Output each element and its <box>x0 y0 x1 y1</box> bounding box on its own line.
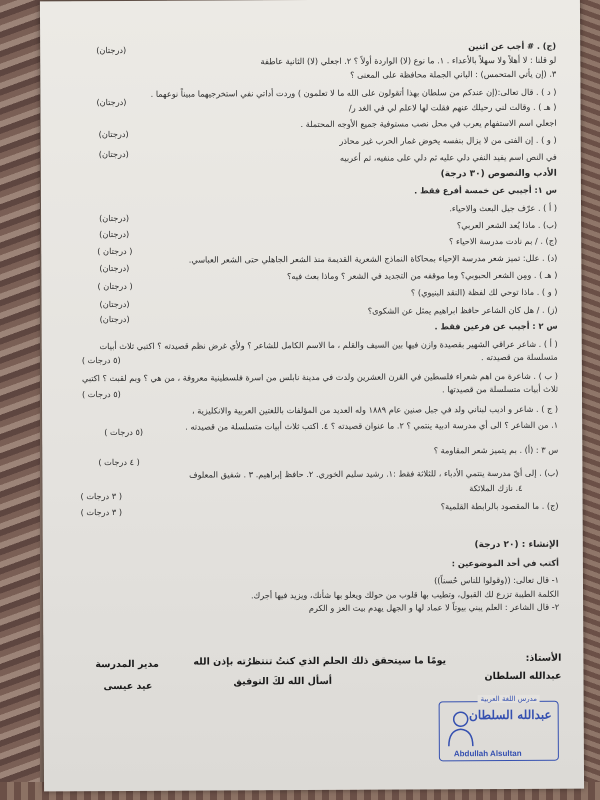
question-line: ( و ) . إن الفتى من لا يزال بنفسه يخوض غمار الحرب غير محاذر <box>339 134 557 146</box>
grade-mark: (درجتان) <box>98 148 129 160</box>
grade-mark: (٥ درجات ) <box>81 389 121 400</box>
question-line: (د) . علل: تميز شعر مدرسة الإحياء بمحاكاة النماذج الشعرية القديمة منذ الشعر الجاهلي حتى الشعر العباسي. <box>188 252 558 265</box>
question-line: (ز) . / هل كان الشاعر حافظ ابراهيم يمثل عن الشكوى؟ <box>367 304 558 316</box>
closing-wish: أسأل الله لكَ التوفيق <box>233 675 333 688</box>
question-line: ( هـ ) . وقالت لني رحيلك عنهم فقلت لها لاعلم لي في الغد ر/ <box>348 101 557 113</box>
question-heading-q2: س ٢ : أجيب عن فرعين فقط . <box>434 320 558 332</box>
question-line: ٣. (إن يأتي المتحمس) : الباني الجملة محافظة على المعنى ؟ <box>350 68 557 80</box>
exam-paper <box>40 0 584 791</box>
question-line: (ب) . إلى أيّ مدرسة ينتمي الأدباء ، للثلاثة فقط :١. رشيد سليم الخوري. ٢. حافظ إبراهيم. ٣ . شفيق المعلوف <box>189 467 559 480</box>
grade-mark: (٥ درجات ) <box>81 355 121 366</box>
stamp-english-name: Abdullah Alsultan <box>453 748 522 759</box>
question-heading-q3: س ٣ : (أ) . بم يتميز شعر المقاومة ؟ <box>433 444 559 456</box>
closing-slogan: يومًا ما سيتحقق ذلك الحلم الذي كنتُ تنتظرُته بإذن الله <box>193 655 447 668</box>
composition-topic-1: ١- قال تعالى: ((وقولوا للناس حُسناً)) <box>434 574 559 586</box>
grade-mark: ( ٣ درجات ) <box>80 490 123 502</box>
grade-mark: ( ٣ درجات ) <box>80 506 123 518</box>
question-line: ١. من الشاعر ؟ الى أي مدرسة ادبية ينتمي ؟ ٢. ما عنوان قصيدته ؟ ٤. اكتب ثلاث أبيات متسلسلة من قصيدته . <box>185 419 559 432</box>
question-line: ( أ ) . عرّف جيل البعث والاحياء. <box>449 202 558 214</box>
grade-mark: (درجتان) <box>98 128 129 140</box>
question-line: ثلاث أبيات متسلسلة من قصيدتها . <box>442 383 558 395</box>
question-line: لو قلنا : لا أهلاً ولا سهلاً بالأعداء . ١. ما نوع (لا) الواردة أولاً ؟ ٢. اجعلي (لا) الثانية عاطفة <box>260 54 557 67</box>
grade-mark: (٥ درجات ) <box>104 426 144 438</box>
principal-title: مدير المدرسة <box>95 658 159 671</box>
grade-mark: (درجتان) <box>96 96 127 108</box>
question-line: ( ب ) . شاعرة من اهم شعراء فلسطين في القرن العشرين ولدت في مدينة نابلس من اسرة فلسطينية معروفة ، من هي ؟ وبم لقبت ؟ اكتبي <box>81 370 558 384</box>
question-line: ٤. نازك الملائكة <box>469 482 523 494</box>
grade-mark: (درجتان) <box>99 262 130 274</box>
question-heading-q1: س ١: أجيبي عن خمسة أفرع فقط . <box>414 184 557 196</box>
question-line: (ج) . ما المقصود بالرابطة القلمية؟ <box>440 500 559 512</box>
stamp-name: عبدالله السلطان <box>469 707 552 723</box>
question-line: (ج) . / بم نادت مدرسة الاحياء ؟ <box>448 235 558 247</box>
question-line: متسلسلة من قصيدته . <box>481 351 558 363</box>
question-line: ( هـ ) . ومِن الشعر الحبوبي؟ وما موقفه من التجديد في الشعر ؟ وماذا بعث فيه؟ <box>287 269 558 282</box>
grade-mark: ( ٤ درجات ) <box>98 456 140 468</box>
grade-mark: (درجتان) <box>99 313 130 325</box>
question-heading-c: (ج) . # أجب عن اثنين <box>468 40 557 52</box>
teacher-name: عبدالله السلطان <box>484 670 562 683</box>
section-title-composition: الإنشاء : (٢٠ درجة) <box>474 539 559 551</box>
composition-instruction: أكتب في أحد الموضوعين : <box>451 557 559 569</box>
grade-mark: (درجتان) <box>99 228 130 240</box>
grade-mark: (درجتان) <box>99 212 130 224</box>
grade-mark: (درجتان) <box>96 44 127 56</box>
question-line: ( أ ) . شاعر عراقي الشهير بقصيدة وازن فيها بين السيف والقلم ، ما الاسم الكامل للشاعر ؟ ولأي غرض نظم قصيدته ؟ اكتبي ثلاث أبيات <box>99 338 558 352</box>
carpet-background-left <box>0 0 40 800</box>
question-line: في النص اسم يفيد النفي دلي عليه ثم دلي على منفيه، ثم أعربيه <box>339 151 557 163</box>
teacher-title: الأستاذ: <box>525 652 562 664</box>
grade-mark: (درجتان) <box>99 298 130 310</box>
section-title-literature: الأدب والنصوص (٣٠ درجة) <box>440 168 557 180</box>
grade-mark: ( درجتان ) <box>97 280 133 292</box>
composition-topic-1-text: الكلمة الطيبة تزرع لك القبول، وتطيب بها قلوب من حولك ويعلو بها شأنك، ويزيد فيها أجرك. <box>250 588 560 601</box>
question-line: (ب) . ماذا يُعد الشعر العربي؟ <box>456 219 558 231</box>
grade-mark: ( درجتان ) <box>97 245 133 257</box>
question-line: ( ج ) . شاعر و اديب لبناني ولد في جبل صنين عام ١٨٨٩ وله العديد من المؤلفات باللغتين العربية والانكليزية ، <box>191 403 559 416</box>
composition-topic-2: ٢- قال الشاعر : العلم يبني بيوتاً لا عماد لها و الجهل يهدم بيت العز و الكرم <box>308 601 560 614</box>
stamp-caption: مدرس اللغة العربية <box>478 695 541 703</box>
question-line: ( و ) . ماذا توحي لك لفظة (النقد البنيوي) ؟ <box>410 286 558 298</box>
question-line: ( د ) . قال تعالى:(إن عندكم من سلطان بهذا أتقولون على الله ما لا تعلمون ) وردت أداتي نفي استخرجيهما مبيناً نوعهما . <box>150 86 557 99</box>
question-line: اجعلي اسم الاستفهام يعرب في محل نصب مستوفية جميع الأوجه المحتملة . <box>300 117 557 130</box>
principal-name: عيد عيسى <box>103 680 153 693</box>
teacher-stamp <box>439 694 559 762</box>
